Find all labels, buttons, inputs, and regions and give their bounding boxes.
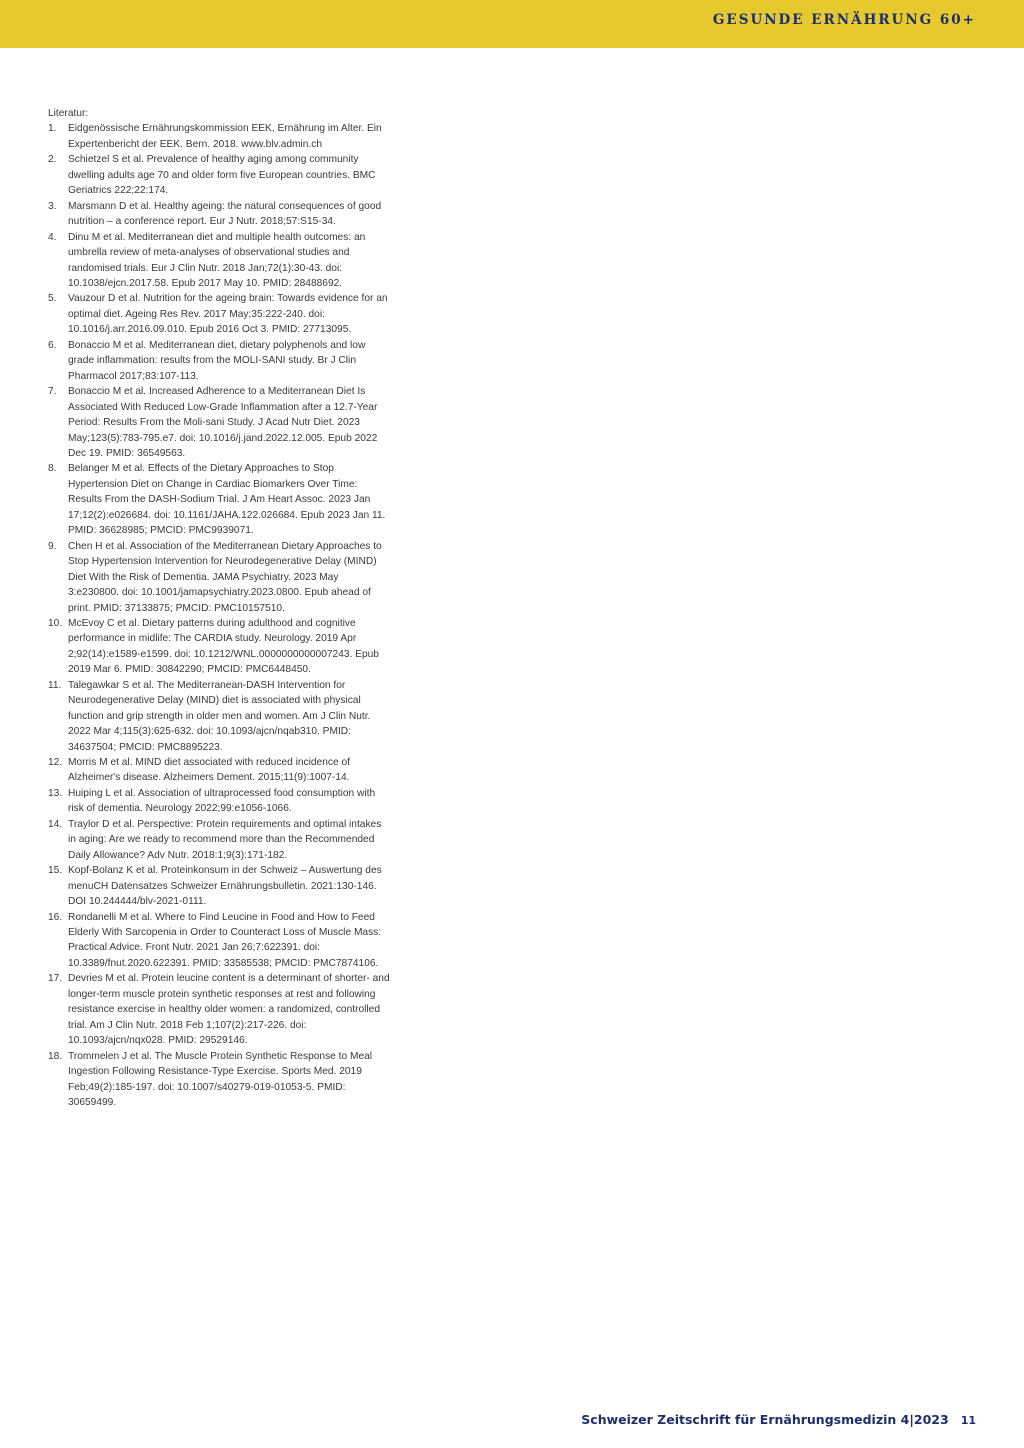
reference-text: Chen H et al. Association of the Mediterranean Dietary Approaches to Stop Hypertension Intervention for Neurodegenerative Delay (MIND) Diet With the Risk of Dementia. JAMA Psychiatry. 2023 May 3:e230800. doi: 10.1001/jamapsychiatry.2023.0800. Epub ahead of print. PMID: 37133875; PMCID: PMC10157510. — [68, 540, 382, 614]
page-number: 11 — [960, 1414, 976, 1427]
reference-number: 17. — [48, 973, 63, 985]
reference-number: 1. — [48, 123, 57, 135]
reference-text: Marsmann D et al. Healthy ageing: the natural consequences of good nutrition – a conference report. Eur J Nutr. 2018;57:S15-34. — [68, 200, 382, 228]
reference-text: Morris M et al. MIND diet associated with reduced incidence of Alzheimer's disease. Alzheimers Dement. 2015;11(9):1007-14. — [68, 757, 350, 784]
reference-item — [48, 971, 392, 1048]
reference-number: 2. — [48, 154, 57, 166]
reference-number: 13. — [48, 787, 63, 799]
reference-item — [48, 384, 392, 461]
reference-item — [48, 786, 392, 817]
reference-text: Traylor D et al. Perspective: Protein requirements and optimal intakes in aging: Are we ready to recommend more than the Recommended Daily Allowance? Adv Nutr. 2018:1;9(3):171-182. — [68, 818, 382, 861]
reference-number: 3. — [48, 200, 57, 212]
page-footer — [581, 1412, 976, 1427]
reference-text: Bonaccio M et al. Mediterranean diet, dietary polyphenols and low grade inflammation: results from the MOLI-SANI study. Br J Clin Pharmacol 2017;83:107-113. — [68, 339, 366, 382]
section-title: GESUNDE ERNÄHRUNG 60+ — [712, 12, 976, 28]
reference-text: Vauzour D et al. Nutrition for the ageing brain: Towards evidence for an optimal diet. Ageing Res Rev. 2017 May;35:222-240. doi: 10.1016/j.arr.2016.09.010. Epub 2016 Oct 3. PMID: 27713095. — [68, 293, 388, 336]
reference-item — [48, 338, 392, 384]
reference-item — [48, 121, 392, 152]
reference-number: 7. — [48, 386, 57, 398]
reference-number: 12. — [48, 757, 63, 769]
reference-item — [48, 616, 392, 678]
reference-text: Belanger M et al. Effects of the Dietary Approaches to Stop Hypertension Diet on Change in Cardiac Biomarkers Over Time: Results From the DASH-Sodium Trial. J Am Heart Assoc. 2023 Jan 17;12(2):e026684. doi: 10.1161/JAHA.122.026684. Epub 2023 Jan 11. PMID: 36628985; PMCID: PMC9939071. — [68, 463, 386, 537]
reference-text: Huiping L et al. Association of ultraprocessed food consumption with risk of dementia. Neurology 2022;99:e1056-1066. — [68, 787, 376, 815]
reference-number: 6. — [48, 339, 57, 351]
reference-number: 16. — [48, 911, 63, 923]
reference-text: Bonaccio M et al. Increased Adherence to a Mediterranean Diet Is Associated With Reduced Low-Grade Inflammation after a 12.7-Year Period: Results From the Moli-sani Study. J Acad Nutr Diet. 2023 May;123(5):783-795.e7. doi: 10.1016/j.jand.2022.12.005. Epub 2022 Dec 19. PMID: 36549563. — [68, 386, 378, 459]
journal-name: Schweizer Zeitschrift für Ernährungsmedizin 4|2023 — [581, 1412, 949, 1427]
reference-text: Talegawkar S et al. The Mediterranean-DASH Intervention for Neurodegenerative Delay (MIND) diet is associated with physical function and grip strength in older men and women. Am J Clin Nutr. 2022 Mar 4;115(3):625-632. doi: 10.1093/ajcn/nqab310. PMID: 34637504; PMCID: PMC8895223. — [68, 679, 371, 753]
reference-item — [48, 678, 392, 755]
reference-item — [48, 910, 392, 972]
reference-text: Eidgenössische Ernährungskommission EEK, Ernährung im Alter. Ein Expertenbericht der EEK. Bern. 2018. www.blv.admin.ch — [68, 123, 382, 150]
reference-item — [48, 1049, 392, 1111]
reference-text: Trommelen J et al. The Muscle Protein Synthetic Response to Meal Ingestion Following Resistance-Type Exercise. Sports Med. 2019 Feb;49(2):185-197. doi: 10.1007/s40279-019-01053-5. PMID: 30659499. — [68, 1050, 373, 1108]
reference-item — [48, 152, 392, 198]
header-band — [0, 0, 1024, 48]
reference-text: Rondanelli M et al. Where to Find Leucine in Food and How to Feed Elderly With Sarcopenia in Order to Counteract Loss of Muscle Mass: Practical Advice. Front Nutr. 2021 Jan 26;7:622391. doi: 10.3389/fnut.2020.622391. PMID: 33585538; PMCID: PMC7874106. — [68, 911, 382, 969]
reference-item — [48, 755, 392, 786]
reference-item — [48, 539, 392, 616]
reference-text: Kopf-Bolanz K et al. Proteinkonsum in der Schweiz – Auswertung des menuCH Datensatzes Schweizer Ernährungsbulletin. 2021:130-146. DOI 10.244444/blv-2021-0111. — [68, 865, 382, 908]
reference-number: 8. — [48, 463, 57, 475]
reference-text: Devries M et al. Protein leucine content is a determinant of shorter- and longer-term muscle protein synthetic responses at rest and following resistance exercise in healthy older women: a randomized, controlled trial. Am J Clin Nutr. 2018 Feb 1;107(2):217-226. doi: 10.1093/ajcn/nqx028. PMID: 29529146. — [68, 973, 390, 1047]
reference-number: 18. — [48, 1050, 63, 1062]
reference-number: 15. — [48, 865, 63, 877]
reference-number: 9. — [48, 540, 57, 552]
reference-number: 11. — [48, 679, 62, 691]
literature-section — [48, 106, 392, 1110]
reference-number: 4. — [48, 231, 57, 243]
reference-list — [48, 121, 392, 1110]
reference-number: 14. — [48, 818, 63, 830]
reference-number: 10. — [48, 617, 63, 629]
reference-text: Schietzel S et al. Prevalence of healthy aging among community dwelling adults age 70 and older form five European countries. BMC Geriatrics 222;22:174. — [68, 154, 376, 197]
reference-text: Dinu M et al. Mediterranean diet and multiple health outcomes: an umbrella review of meta-analyses of observational studies and randomised trials. Eur J Clin Nutr. 2018 Jan;72(1):30-43. doi: 10.1038/ejcn.2017.58. Epub 2017 May 10. PMID: 28488692. — [68, 231, 366, 289]
reference-item — [48, 863, 392, 909]
reference-number: 5. — [48, 293, 57, 305]
reference-text: McEvoy C et al. Dietary patterns during adulthood and cognitive performance in midlife: The CARDIA study. Neurology. 2019 Apr 2;92(14):e1589-e1599. doi: 10.1212/WNL.0000000000007243. Epub 2019 Mar 6. PMID: 30842290; PMCID: PMC6448450. — [68, 617, 379, 676]
reference-item — [48, 461, 392, 538]
reference-item — [48, 817, 392, 863]
reference-item — [48, 199, 392, 230]
reference-item — [48, 230, 392, 292]
reference-item — [48, 291, 392, 337]
literature-heading: Literatur: — [48, 108, 89, 119]
